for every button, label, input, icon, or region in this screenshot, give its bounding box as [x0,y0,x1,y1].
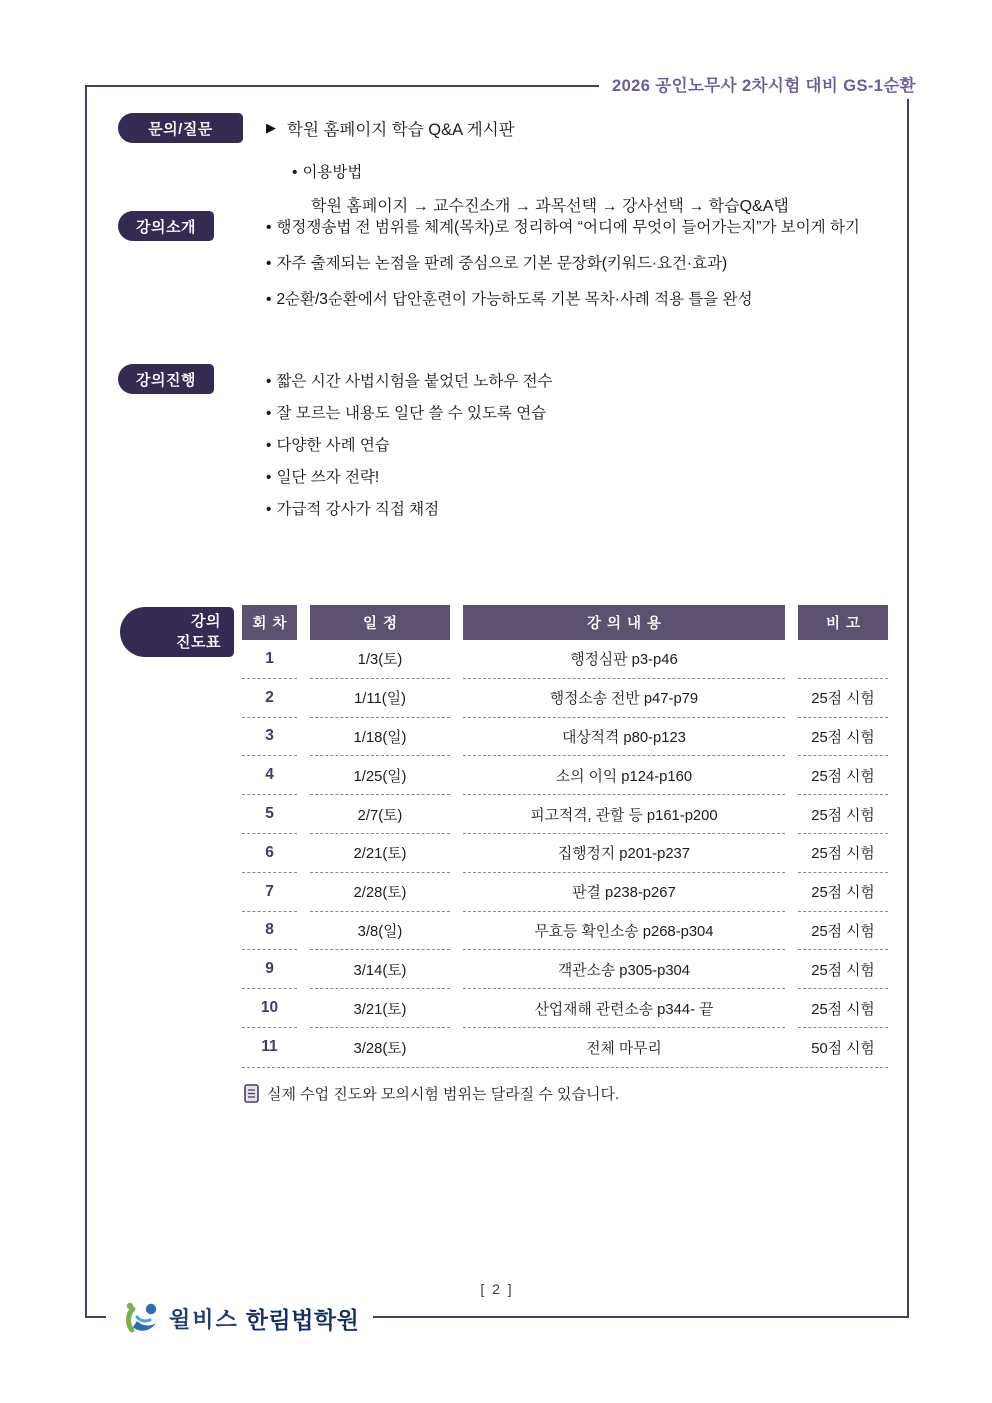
progress-bullet: • 다양한 사례 연습 [266,437,390,454]
content-cell: 집행정지 p201-p237 [463,834,785,873]
progress-bullet-list [266,366,928,526]
document-icon [244,1084,259,1103]
date-cell: 2/7(토) [310,795,450,834]
content-cell: 전체 마무리 [586,1040,662,1057]
schedule-row [242,950,888,989]
schedule-row [242,989,888,1028]
intro-bullet: • 2순환/3순환에서 답안훈련이 가능하도록 기본 목차·사례 적용 틀을 완성 [266,291,753,308]
schedule-badge-line1: 강의 [191,613,221,630]
date-cell: 3/14(토) [310,950,450,989]
progress-bullet: • 잘 모르는 내용도 일단 쓸 수 있도록 연습 [266,405,547,422]
round-cell: 11 [261,1038,278,1056]
column-header-content: 강의내용 [463,605,785,640]
schedule-row [242,795,888,834]
progress-badge: 강의진행 [118,364,214,394]
intro-bullet: • 행정쟁송법 전 범위를 체계(목차)로 정리하여 “어디에 무엇이 들어가는지”가 보이게 하기 [266,219,860,236]
schedule-table-header [242,605,888,640]
note-cell: 25점 시험 [798,756,888,795]
date-cell: 3/21(토) [310,989,450,1028]
table-bottom-divider [242,1067,888,1068]
triangle-bullet-icon: ▶ [266,120,276,135]
intro-bullet: • 자주 출제되는 논점을 판례 중심으로 기본 문장화(키워드·요건·효과) [266,255,728,272]
schedule-row [242,718,888,757]
content-cell: 대상적격 p80-p123 [463,718,785,757]
page-header-title: 2026 공인노무사 2차시험 대비 GS-1순환 [599,74,929,99]
schedule-table [242,605,888,1068]
round-cell: 9 [242,950,297,989]
logo-text-hanlim: 한림법학원 [245,1306,360,1333]
academy-logo [106,1294,373,1342]
progress-bullet: • 짧은 시간 사법시험을 붙었던 노하우 전수 [266,373,553,390]
intro-bullet-list [266,213,928,321]
logo-icon [120,1297,162,1339]
schedule-footnote [244,1083,619,1104]
round-cell: 6 [242,834,297,873]
dot-bullet-icon: • [266,501,272,518]
schedule-row [242,912,888,951]
content-cell: 소의 이익 p124-p160 [463,756,785,795]
dot-bullet-icon: • [266,437,272,454]
note-cell: 25점 시험 [798,718,888,757]
date-cell: 1/25(일) [310,756,450,795]
round-cell: 1 [242,640,297,679]
schedule-badge [120,607,234,657]
content-cell: 행정심판 p3-p46 [463,640,785,679]
content-cell: 산업재해 관련소송 p344- 끝 [463,989,785,1028]
content-cell: 행정소송 전반 p47-p79 [463,679,785,718]
content-cell: 피고적격, 관할 등 p161-p200 [463,795,785,834]
schedule-row [242,1028,888,1067]
content-cell: 판결 p238-p267 [463,873,785,912]
progress-bullet: • 일단 쓰자 전략! [266,469,380,486]
progress-bullet: • 가급적 강사가 직접 채점 [266,501,440,518]
intro-badge: 강의소개 [118,211,214,241]
dot-bullet-icon: • [266,255,272,272]
date-cell: 2/21(토) [310,834,450,873]
note-cell: 25점 시험 [798,989,888,1028]
dot-bullet-icon: • [266,405,272,422]
date-cell: 1/18(일) [310,718,450,757]
date-cell: 3/28(토) [353,1040,407,1057]
date-cell: 2/28(토) [310,873,450,912]
inquiry-sub-text: 이용방법 [302,164,363,181]
note-cell [798,640,888,679]
column-header-note: 비고 [798,605,888,640]
dot-bullet-icon: • [292,164,298,181]
dot-bullet-icon: • [266,219,272,236]
round-cell: 3 [242,718,297,757]
round-cell: 4 [242,756,297,795]
round-cell: 7 [242,873,297,912]
logo-text-wilbis: 윌비스 [169,1306,239,1332]
footnote-text: 실제 수업 진도와 모의시험 범위는 달라질 수 있습니다. [267,1086,620,1103]
note-cell: 25점 시험 [798,950,888,989]
schedule-badge-line2: 진도표 [176,634,221,651]
inquiry-sub-label [292,160,362,182]
date-cell: 3/8(일) [310,912,450,951]
round-cell: 5 [242,795,297,834]
inquiry-heading [266,116,515,140]
dot-bullet-icon: • [266,469,272,486]
dot-bullet-icon: • [266,291,272,308]
column-header-round: 회차 [242,605,297,640]
content-cell: 무효등 확인소송 p268-p304 [463,912,785,951]
schedule-row [242,834,888,873]
note-cell: 25점 시험 [798,873,888,912]
schedule-row [242,873,888,912]
content-cell: 객관소송 p305-p304 [463,950,785,989]
schedule-row [242,679,888,718]
round-cell: 2 [242,679,297,718]
date-cell: 1/3(토) [310,640,450,679]
inquiry-path: 학원 홈페이지 → 교수진소개 → 과목선택 → 강사선택 → 학습Q&A탭 [311,198,789,215]
column-header-date: 일정 [310,605,450,640]
note-cell: 25점 시험 [798,679,888,718]
page-number: [ 2 ] [480,1281,514,1297]
inquiry-heading-text: 학원 홈페이지 학습 Q&A 게시판 [287,121,515,139]
date-cell: 1/11(일) [310,679,450,718]
note-cell: 25점 시험 [798,834,888,873]
note-cell: 25점 시험 [798,912,888,951]
round-cell: 8 [242,912,297,951]
dot-bullet-icon: • [266,373,272,390]
inquiry-badge: 문의/질문 [118,113,243,143]
note-cell: 25점 시험 [798,795,888,834]
note-cell: 50점 시험 [811,1040,875,1057]
schedule-row [242,640,888,679]
schedule-row [242,756,888,795]
round-cell: 10 [242,989,297,1028]
